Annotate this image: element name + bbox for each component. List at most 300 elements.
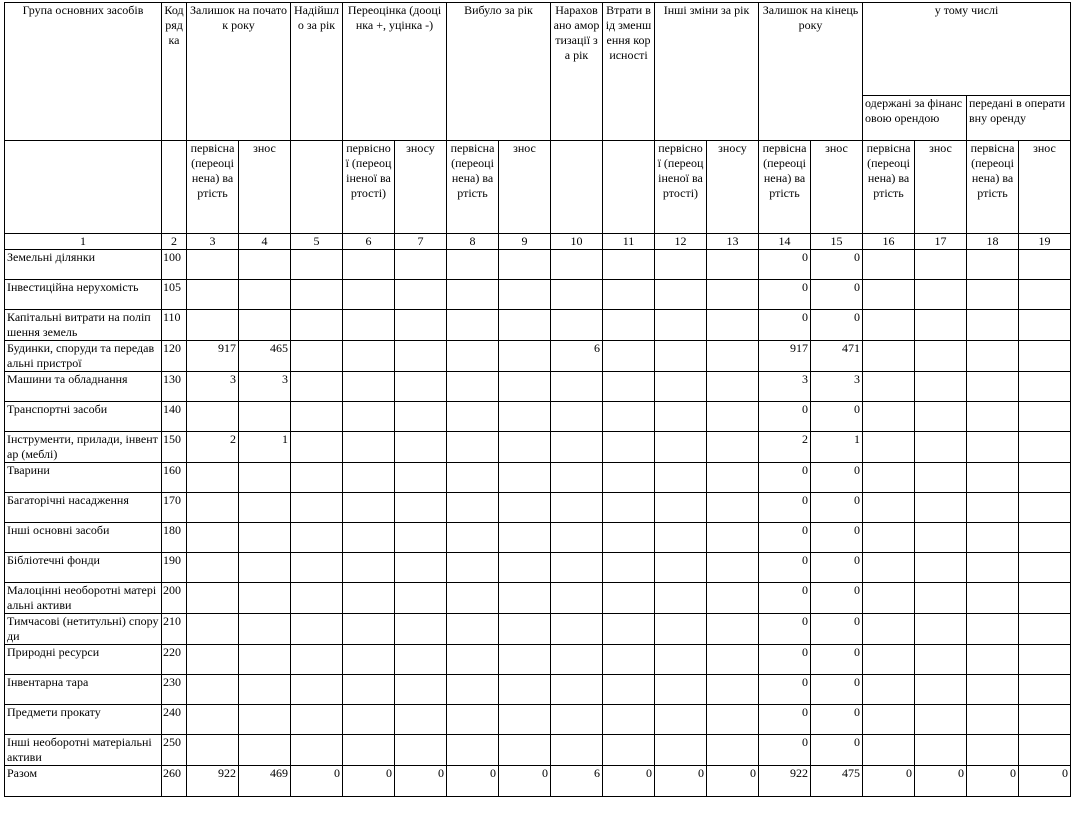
value-cell xyxy=(551,705,603,735)
value-cell xyxy=(447,553,499,583)
value-cell xyxy=(395,372,447,402)
value-cell xyxy=(447,280,499,310)
table-row xyxy=(5,310,1071,341)
value-cell xyxy=(447,735,499,766)
row-code: 170 xyxy=(162,493,187,523)
value-cell: 0 xyxy=(499,766,551,797)
value-cell xyxy=(187,645,239,675)
value-cell xyxy=(863,310,915,341)
asset-group-name: Малоцінні необоротні матеріальні активи xyxy=(5,583,162,614)
subheader-other-wear: зносу xyxy=(707,141,759,234)
row-code: 190 xyxy=(162,553,187,583)
value-cell: 0 xyxy=(395,766,447,797)
row-code: 200 xyxy=(162,583,187,614)
subheader-empty xyxy=(551,141,603,234)
value-cell: 0 xyxy=(759,402,811,432)
column-number: 10 xyxy=(551,234,603,250)
value-cell xyxy=(343,735,395,766)
fixed-assets-table xyxy=(4,2,1071,797)
value-cell xyxy=(707,735,759,766)
value-cell: 0 xyxy=(811,705,863,735)
column-number: 4 xyxy=(239,234,291,250)
column-number: 19 xyxy=(1019,234,1071,250)
value-cell: 0 xyxy=(759,583,811,614)
column-number: 17 xyxy=(915,234,967,250)
value-cell: 0 xyxy=(343,766,395,797)
value-cell xyxy=(707,705,759,735)
value-cell: 6 xyxy=(551,766,603,797)
value-cell xyxy=(1019,523,1071,553)
header-finance-lease: одержані за фінансовою орендою xyxy=(863,96,967,141)
value-cell xyxy=(863,735,915,766)
value-cell xyxy=(447,250,499,280)
value-cell xyxy=(915,675,967,705)
value-cell: 475 xyxy=(811,766,863,797)
value-cell xyxy=(395,523,447,553)
header-depreciation: Нараховано амортизації за рік xyxy=(551,3,603,141)
value-cell xyxy=(447,432,499,463)
value-cell: 1 xyxy=(811,432,863,463)
value-cell xyxy=(395,583,447,614)
value-cell xyxy=(915,432,967,463)
value-cell xyxy=(603,614,655,645)
value-cell xyxy=(603,432,655,463)
asset-group-name: Земельні ділянки xyxy=(5,250,162,280)
value-cell xyxy=(655,402,707,432)
value-cell xyxy=(707,402,759,432)
value-cell: 0 xyxy=(811,523,863,553)
value-cell xyxy=(343,705,395,735)
row-code: 210 xyxy=(162,614,187,645)
value-cell xyxy=(655,553,707,583)
value-cell: 917 xyxy=(187,341,239,372)
value-cell xyxy=(707,250,759,280)
value-cell xyxy=(239,614,291,645)
header-code: Код рядка xyxy=(162,3,187,141)
value-cell xyxy=(395,463,447,493)
row-code: 140 xyxy=(162,402,187,432)
value-cell xyxy=(603,705,655,735)
value-cell: 0 xyxy=(759,523,811,553)
subheader-revaluation-initial: первісної (переоціненої вартості) xyxy=(343,141,395,234)
value-cell xyxy=(1019,402,1071,432)
value-cell xyxy=(1019,310,1071,341)
value-cell xyxy=(343,675,395,705)
subheader-opening-initial: первісна (переоцінена) вартість xyxy=(187,141,239,234)
value-cell xyxy=(1019,645,1071,675)
value-cell xyxy=(395,553,447,583)
value-cell xyxy=(655,583,707,614)
value-cell xyxy=(707,493,759,523)
value-cell: 0 xyxy=(811,463,863,493)
value-cell xyxy=(967,280,1019,310)
value-cell xyxy=(187,523,239,553)
value-cell xyxy=(915,705,967,735)
value-cell xyxy=(447,493,499,523)
value-cell xyxy=(395,705,447,735)
table-row xyxy=(5,432,1071,463)
value-cell xyxy=(499,463,551,493)
header-received: Надійшло за рік xyxy=(291,3,343,141)
value-cell xyxy=(395,341,447,372)
value-cell xyxy=(915,463,967,493)
value-cell xyxy=(603,493,655,523)
value-cell xyxy=(551,735,603,766)
value-cell xyxy=(655,372,707,402)
value-cell: 0 xyxy=(967,766,1019,797)
value-cell xyxy=(967,645,1019,675)
value-cell xyxy=(1019,250,1071,280)
value-cell xyxy=(343,614,395,645)
subheader-finance-initial: первісна (переоцінена) вартість xyxy=(863,141,915,234)
row-code: 100 xyxy=(162,250,187,280)
value-cell xyxy=(655,705,707,735)
value-cell xyxy=(863,372,915,402)
value-cell xyxy=(187,583,239,614)
value-cell xyxy=(655,432,707,463)
value-cell: 0 xyxy=(811,553,863,583)
value-cell xyxy=(395,645,447,675)
value-cell xyxy=(707,645,759,675)
value-cell: 0 xyxy=(759,675,811,705)
table-row xyxy=(5,341,1071,372)
value-cell xyxy=(1019,614,1071,645)
value-cell xyxy=(239,463,291,493)
row-code: 180 xyxy=(162,523,187,553)
header-impairment: Втрати від зменшення корисності xyxy=(603,3,655,141)
value-cell xyxy=(343,523,395,553)
value-cell xyxy=(967,250,1019,280)
row-code: 130 xyxy=(162,372,187,402)
value-cell xyxy=(187,705,239,735)
value-cell xyxy=(707,583,759,614)
value-cell xyxy=(447,645,499,675)
value-cell xyxy=(863,432,915,463)
value-cell: 0 xyxy=(707,766,759,797)
value-cell xyxy=(551,372,603,402)
column-number: 16 xyxy=(863,234,915,250)
value-cell: 922 xyxy=(759,766,811,797)
value-cell xyxy=(343,402,395,432)
subheader-finance-wear: знос xyxy=(915,141,967,234)
value-cell xyxy=(551,463,603,493)
value-cell xyxy=(915,341,967,372)
value-cell xyxy=(239,250,291,280)
value-cell xyxy=(967,705,1019,735)
value-cell xyxy=(343,645,395,675)
asset-group-name: Інструменти, прилади, інвентар (меблі) xyxy=(5,432,162,463)
value-cell xyxy=(967,463,1019,493)
row-code: 105 xyxy=(162,280,187,310)
value-cell: 0 xyxy=(811,402,863,432)
subheader-operating-wear: знос xyxy=(1019,141,1071,234)
value-cell xyxy=(187,280,239,310)
value-cell xyxy=(499,432,551,463)
subheader-empty xyxy=(291,141,343,234)
value-cell xyxy=(447,614,499,645)
value-cell xyxy=(291,432,343,463)
column-number: 14 xyxy=(759,234,811,250)
value-cell: 0 xyxy=(655,766,707,797)
subheader-disposed-wear: знос xyxy=(499,141,551,234)
row-code: 230 xyxy=(162,675,187,705)
total-row xyxy=(5,766,1071,797)
value-cell xyxy=(967,614,1019,645)
value-cell xyxy=(499,583,551,614)
asset-group-name: Будинки, споруди та передавальні пристрої xyxy=(5,341,162,372)
subheader-revaluation-wear: зносу xyxy=(395,141,447,234)
value-cell xyxy=(499,614,551,645)
value-cell xyxy=(1019,675,1071,705)
column-number: 12 xyxy=(655,234,707,250)
value-cell xyxy=(291,280,343,310)
value-cell: 0 xyxy=(759,705,811,735)
table-row xyxy=(5,523,1071,553)
value-cell xyxy=(863,341,915,372)
value-cell: 0 xyxy=(759,645,811,675)
value-cell xyxy=(291,735,343,766)
table-row xyxy=(5,372,1071,402)
value-cell xyxy=(863,583,915,614)
value-cell xyxy=(915,372,967,402)
value-cell xyxy=(187,614,239,645)
column-number: 11 xyxy=(603,234,655,250)
value-cell: 0 xyxy=(759,463,811,493)
value-cell: 0 xyxy=(811,583,863,614)
value-cell xyxy=(551,493,603,523)
value-cell xyxy=(915,614,967,645)
value-cell xyxy=(395,432,447,463)
value-cell xyxy=(499,280,551,310)
value-cell: 0 xyxy=(811,280,863,310)
header-other-changes: Інші зміни за рік xyxy=(655,3,759,141)
value-cell: 3 xyxy=(187,372,239,402)
value-cell xyxy=(915,735,967,766)
value-cell xyxy=(499,250,551,280)
value-cell: 2 xyxy=(187,432,239,463)
subheader-operating-initial: первісна (переоцінена) вартість xyxy=(967,141,1019,234)
value-cell: 0 xyxy=(811,614,863,645)
value-cell xyxy=(863,493,915,523)
table-row xyxy=(5,250,1071,280)
value-cell: 0 xyxy=(759,553,811,583)
asset-group-name: Разом xyxy=(5,766,162,797)
value-cell xyxy=(1019,341,1071,372)
value-cell xyxy=(603,553,655,583)
value-cell xyxy=(863,402,915,432)
row-code: 240 xyxy=(162,705,187,735)
value-cell xyxy=(291,250,343,280)
column-number: 3 xyxy=(187,234,239,250)
value-cell: 0 xyxy=(811,675,863,705)
value-cell xyxy=(967,310,1019,341)
value-cell xyxy=(187,493,239,523)
value-cell xyxy=(499,402,551,432)
value-cell xyxy=(187,675,239,705)
value-cell xyxy=(343,280,395,310)
value-cell xyxy=(603,523,655,553)
value-cell xyxy=(395,402,447,432)
value-cell xyxy=(707,432,759,463)
value-cell xyxy=(1019,735,1071,766)
value-cell xyxy=(343,553,395,583)
value-cell xyxy=(863,280,915,310)
value-cell xyxy=(603,645,655,675)
value-cell xyxy=(499,735,551,766)
value-cell xyxy=(967,432,1019,463)
value-cell xyxy=(239,553,291,583)
value-cell xyxy=(291,675,343,705)
value-cell xyxy=(915,523,967,553)
value-cell xyxy=(343,432,395,463)
column-number: 6 xyxy=(343,234,395,250)
value-cell xyxy=(395,493,447,523)
column-number: 18 xyxy=(967,234,1019,250)
value-cell xyxy=(915,493,967,523)
value-cell xyxy=(239,735,291,766)
value-cell xyxy=(499,341,551,372)
value-cell: 2 xyxy=(759,432,811,463)
value-cell: 0 xyxy=(811,250,863,280)
value-cell xyxy=(447,310,499,341)
value-cell xyxy=(395,614,447,645)
value-cell xyxy=(603,463,655,493)
value-cell xyxy=(499,553,551,583)
value-cell xyxy=(395,280,447,310)
value-cell xyxy=(603,341,655,372)
row-code: 110 xyxy=(162,310,187,341)
value-cell xyxy=(915,583,967,614)
value-cell: 469 xyxy=(239,766,291,797)
value-cell xyxy=(343,250,395,280)
value-cell xyxy=(187,463,239,493)
value-cell xyxy=(551,402,603,432)
value-cell xyxy=(1019,705,1071,735)
value-cell xyxy=(915,280,967,310)
value-cell xyxy=(707,310,759,341)
value-cell: 0 xyxy=(759,735,811,766)
value-cell xyxy=(603,402,655,432)
value-cell xyxy=(291,372,343,402)
header-group: Група основних засобів xyxy=(5,3,162,141)
value-cell xyxy=(499,675,551,705)
value-cell xyxy=(967,493,1019,523)
value-cell xyxy=(239,402,291,432)
value-cell xyxy=(603,280,655,310)
value-cell xyxy=(967,675,1019,705)
value-cell xyxy=(707,553,759,583)
value-cell xyxy=(863,523,915,553)
value-cell xyxy=(551,280,603,310)
value-cell: 0 xyxy=(811,493,863,523)
value-cell xyxy=(187,553,239,583)
value-cell xyxy=(655,341,707,372)
value-cell xyxy=(447,523,499,553)
value-cell: 465 xyxy=(239,341,291,372)
value-cell xyxy=(291,705,343,735)
value-cell xyxy=(707,463,759,493)
value-cell xyxy=(915,250,967,280)
value-cell xyxy=(447,372,499,402)
column-number: 7 xyxy=(395,234,447,250)
asset-group-name: Капітальні витрати на поліпшення земель xyxy=(5,310,162,341)
column-number-row xyxy=(5,234,1071,250)
asset-group-name: Бібліотечні фонди xyxy=(5,553,162,583)
value-cell xyxy=(655,463,707,493)
value-cell xyxy=(551,250,603,280)
table-row xyxy=(5,705,1071,735)
value-cell: 0 xyxy=(811,310,863,341)
value-cell xyxy=(863,463,915,493)
row-code: 160 xyxy=(162,463,187,493)
value-cell xyxy=(967,735,1019,766)
row-code: 260 xyxy=(162,766,187,797)
value-cell xyxy=(551,523,603,553)
column-number: 2 xyxy=(162,234,187,250)
value-cell xyxy=(967,583,1019,614)
value-cell: 0 xyxy=(759,310,811,341)
header-revaluation: Переоцінка (дооцінка +, уцінка -) xyxy=(343,3,447,141)
value-cell xyxy=(603,372,655,402)
row-code: 250 xyxy=(162,735,187,766)
value-cell xyxy=(187,310,239,341)
asset-group-name: Тварини xyxy=(5,463,162,493)
value-cell: 6 xyxy=(551,341,603,372)
value-cell xyxy=(1019,553,1071,583)
value-cell xyxy=(915,553,967,583)
value-cell: 0 xyxy=(863,766,915,797)
row-code: 150 xyxy=(162,432,187,463)
table-row xyxy=(5,614,1071,645)
value-cell xyxy=(915,645,967,675)
column-number: 9 xyxy=(499,234,551,250)
value-cell xyxy=(291,583,343,614)
subheader-closing-wear: знос xyxy=(811,141,863,234)
value-cell xyxy=(707,372,759,402)
value-cell xyxy=(655,645,707,675)
value-cell xyxy=(551,614,603,645)
value-cell: 0 xyxy=(759,280,811,310)
value-cell xyxy=(863,250,915,280)
value-cell xyxy=(291,463,343,493)
value-cell xyxy=(239,705,291,735)
value-cell xyxy=(967,341,1019,372)
value-cell xyxy=(655,614,707,645)
value-cell xyxy=(447,341,499,372)
value-cell xyxy=(603,583,655,614)
value-cell xyxy=(239,493,291,523)
value-cell xyxy=(239,675,291,705)
value-cell xyxy=(1019,583,1071,614)
value-cell xyxy=(239,280,291,310)
value-cell xyxy=(967,402,1019,432)
value-cell: 917 xyxy=(759,341,811,372)
value-cell xyxy=(863,645,915,675)
value-cell xyxy=(343,310,395,341)
value-cell xyxy=(655,280,707,310)
value-cell xyxy=(291,523,343,553)
value-cell xyxy=(967,523,1019,553)
table-row xyxy=(5,402,1071,432)
asset-group-name: Багаторічні насадження xyxy=(5,493,162,523)
value-cell xyxy=(863,614,915,645)
column-number: 13 xyxy=(707,234,759,250)
value-cell xyxy=(863,675,915,705)
value-cell xyxy=(863,705,915,735)
asset-group-name: Машини та обладнання xyxy=(5,372,162,402)
header-disposed: Вибуло за рік xyxy=(447,3,551,141)
value-cell xyxy=(551,645,603,675)
